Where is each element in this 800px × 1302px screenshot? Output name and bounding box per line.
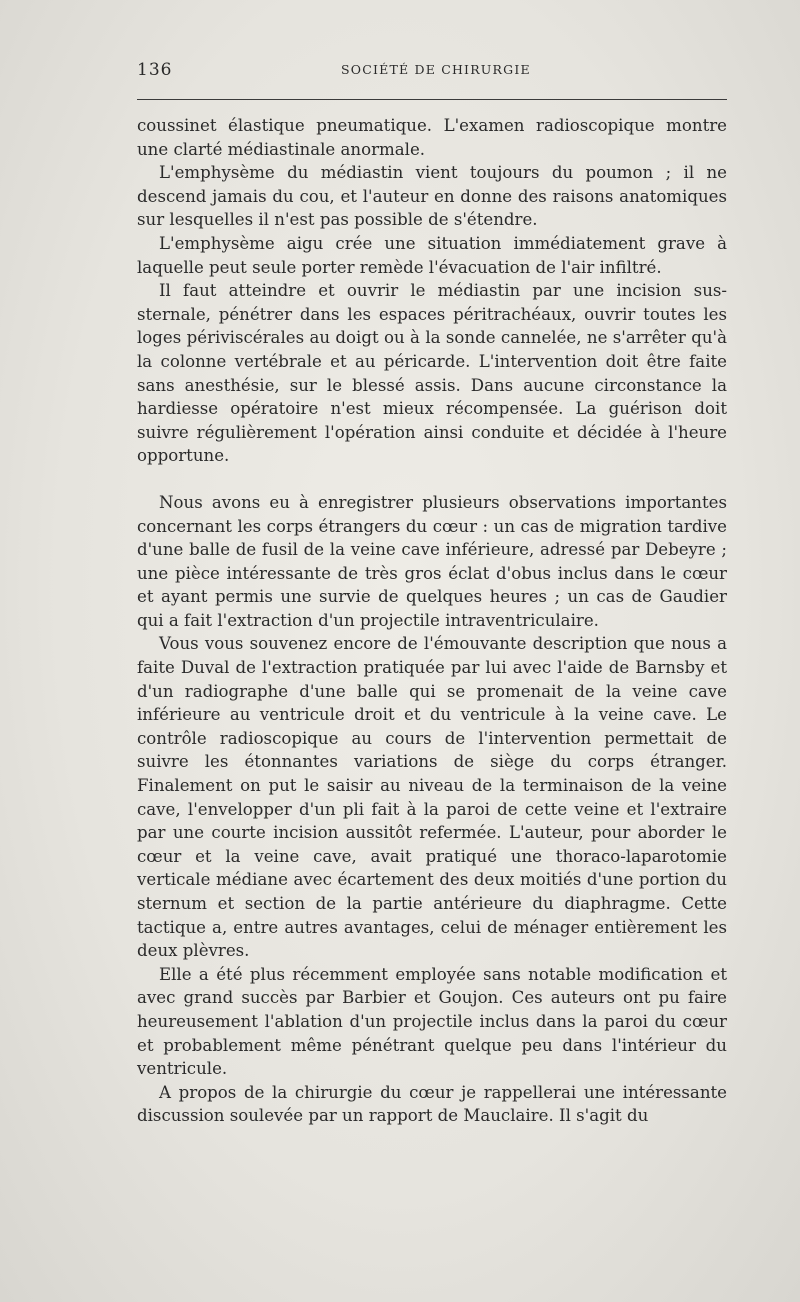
paragraph: Vous vous souvenez encore de l'émouvante description que nous a faite Duval de l'extraction pratiquée par lui avec l'aide de Barnsby et d'un radiographe d'une balle qui se promenait de la veine cave inférieure au ventricule droit et du ventricule à la veine cave. Le contrôle radioscopique au cours de l'intervention permettait de suivre les étonnantes variations de siège du corps étranger. Finalement on put le saisir au niveau de la terminaison de la veine cave, l'envelopper d'un pli fait à la paroi de cette veine et l'extraire par une courte incision aussitôt refermée. L'auteur, pour aborder le cœur et la veine cave, avait pratiqué une thoraco-laparotomie verticale médiane avec écartement des deux moitiés d'une portion du sternum et section de la partie antérieure du diaphragme. Cette tactique a, entre autres avantages, celui de ménager entièrement les deux plèvres.	[137, 634, 727, 961]
running-title: SOCIÉTÉ DE CHIRURGIE	[341, 62, 531, 77]
paragraph: Il faut atteindre et ouvrir le médiastin par une incision sus-sternale, pénétrer dans les espaces péritrachéaux, ouvrir toutes les loges périviscérales au doigt ou à la sonde cannelée, ne s'arrêter qu'à la colonne vertébrale et au péricarde. L'intervention doit être faite sans anesthésie, sur le blessé assis. Dans aucune circonstance la hardiesse opératoire n'est mieux récompensée. La guérison doit suivre régulièrement l'opération ainsi conduite et décidée à l'heure opportune.	[137, 281, 727, 466]
page-number: 136	[137, 60, 173, 80]
page-header	[137, 60, 727, 84]
paragraph: L'emphysème aigu crée une situation immédiatement grave à laquelle peut seule porter remède l'évacuation de l'air infiltré.	[137, 233, 727, 277]
paragraph: A propos de la chirurgie du cœur je rappellerai une intéressante discussion soulevée par un rapport de Mauclaire. Il s'agit du	[137, 1082, 727, 1126]
paragraph: L'emphysème du médiastin vient toujours du poumon ; il ne descend jamais du cou, et l'auteur en donne des raisons anatomiques sur lesquelles il n'est pas possible de s'étendre.	[137, 163, 727, 230]
paragraph-continued: coussinet élastique pneumatique. L'examen radioscopique montre une clarté médiastinale anormale.	[137, 116, 727, 159]
paragraph: Elle a été plus récemment employée sans notable modification et avec grand succès par Barbier et Goujon. Ces auteurs ont pu faire heureusement l'ablation d'un projectile inclus dans la paroi du cœur et probablement même pénétrant quelque peu dans l'intérieur du ventricule.	[137, 964, 727, 1079]
header-rule	[137, 99, 727, 100]
body-text	[137, 114, 727, 1128]
paragraph: Nous avons eu à enregistrer plusieurs observations importantes concernant les corps étrangers du cœur : un cas de migration tardive d'une balle de fusil de la veine cave inférieure, adressé par Debeyre ; une pièce intéressante de très gros éclat d'obus inclus dans le cœur et ayant permis une survie de quelques heures ; un cas de Gaudier qui a fait l'extraction d'un projectile intraventriculaire.	[137, 492, 727, 630]
